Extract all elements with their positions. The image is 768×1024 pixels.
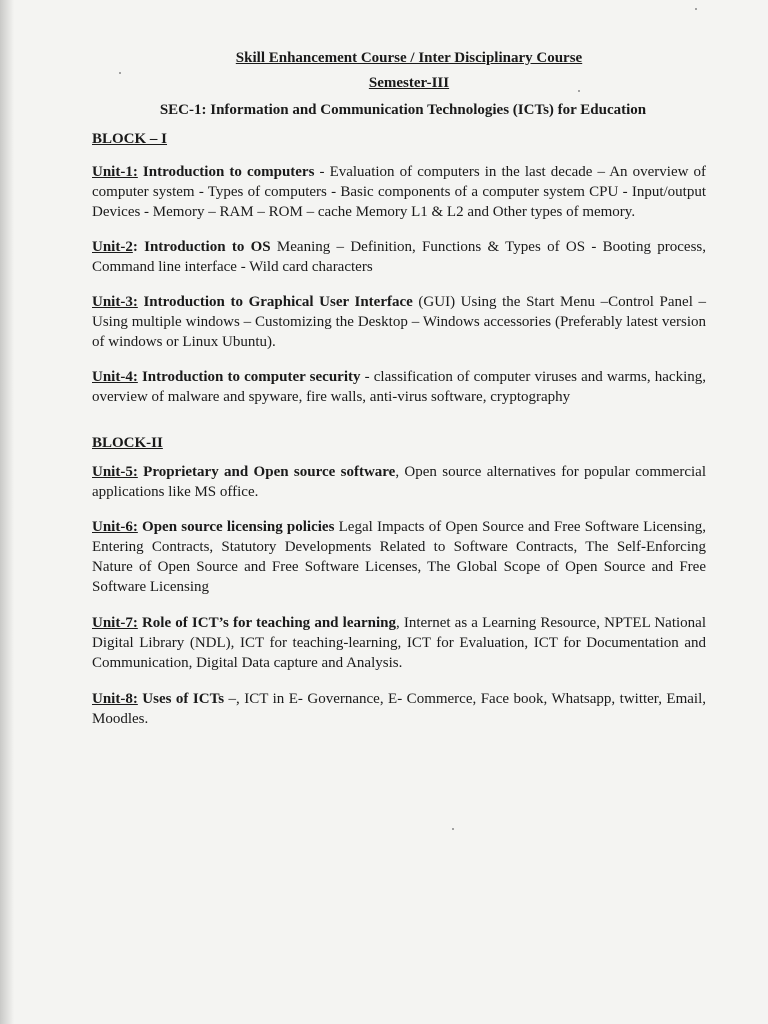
unit-title: : Introduction to OS — [132, 239, 271, 255]
unit-label: Unit-7: — [92, 615, 138, 631]
unit-paragraph — [92, 367, 706, 407]
unit-label: Unit-6: — [92, 519, 138, 535]
unit-paragraph — [92, 292, 706, 352]
unit-title: Proprietary and Open source software — [137, 464, 396, 480]
unit-paragraph — [92, 689, 706, 729]
unit-description: , Internet as a Learning Resource, NPTEL National Digital Library (NDL), ICT for teaching-learning, ICT for Evaluation, ICT for Documentation and Communication, Digital Data capture and Analysis. — [92, 615, 706, 671]
unit-label: Unit-2 — [92, 239, 133, 255]
block-heading: BLOCK-II — [92, 435, 163, 451]
unit-title: Role of ICT’s for teaching and learning — [137, 615, 396, 631]
unit-title: Open source licensing policies — [137, 519, 335, 535]
unit-description: –, ICT in E- Governance, E- Commerce, Face book, Whatsapp, twitter, Email, Moodles. — [92, 691, 707, 727]
course-title: Skill Enhancement Course / Inter Disciplinary Course — [235, 50, 583, 66]
block-heading: BLOCK – I — [92, 131, 168, 147]
unit-description: , Open source alternatives for popular commercial applications like MS office. — [92, 464, 706, 500]
unit-description: Legal Impacts of Open Source and Free Software Licensing, Entering Contracts, Statutory Developments Related to Software Contracts, The Self-Enforcing Nature of Open Source and Free Software Licenses, The Global Scope of Open Source and Free Software Licensing — [92, 519, 706, 595]
unit-label: Unit-3: — [92, 294, 138, 310]
paper-title: SEC-1: Information and Communication Technologies (ICTs) for Education — [159, 102, 647, 118]
unit-paragraph — [92, 517, 706, 597]
unit-label: Unit-1: — [92, 164, 138, 180]
semester-title: Semester-III — [368, 75, 450, 91]
unit-description: - classification of computer viruses and warms, hacking, overview of malware and spyware, fire walls, anti-virus software, cryptography — [92, 369, 706, 405]
unit-description: - Evaluation of computers in the last decade – An overview of computer system - Types of computers - Basic components of a computer system CPU - Input/output Devices - Memory – RAM – ROM – cache Memory L1 & L2 and Other types of memory. — [92, 164, 707, 220]
unit-title: Uses of ICTs — [137, 691, 225, 707]
unit-paragraph — [92, 162, 706, 222]
unit-title: Introduction to computer security — [137, 369, 361, 385]
unit-title: Introduction to Graphical User Interface — [137, 294, 413, 310]
unit-label: Unit-8: — [92, 691, 138, 707]
unit-label: Unit-4: — [92, 369, 138, 385]
unit-title: Introduction to computers — [137, 164, 315, 180]
unit-paragraph — [92, 462, 706, 502]
unit-paragraph — [92, 613, 706, 673]
unit-label: Unit-5: — [92, 464, 138, 480]
unit-description: (GUI) Using the Start Menu –Control Panel – Using multiple windows – Customizing the Desktop – Windows accessories (Preferably latest version of windows or Linux Ubuntu). — [92, 294, 706, 350]
unit-paragraph — [92, 237, 706, 277]
unit-description: Meaning – Definition, Functions & Types of OS - Booting process, Command line interface - Wild card characters — [92, 239, 706, 275]
